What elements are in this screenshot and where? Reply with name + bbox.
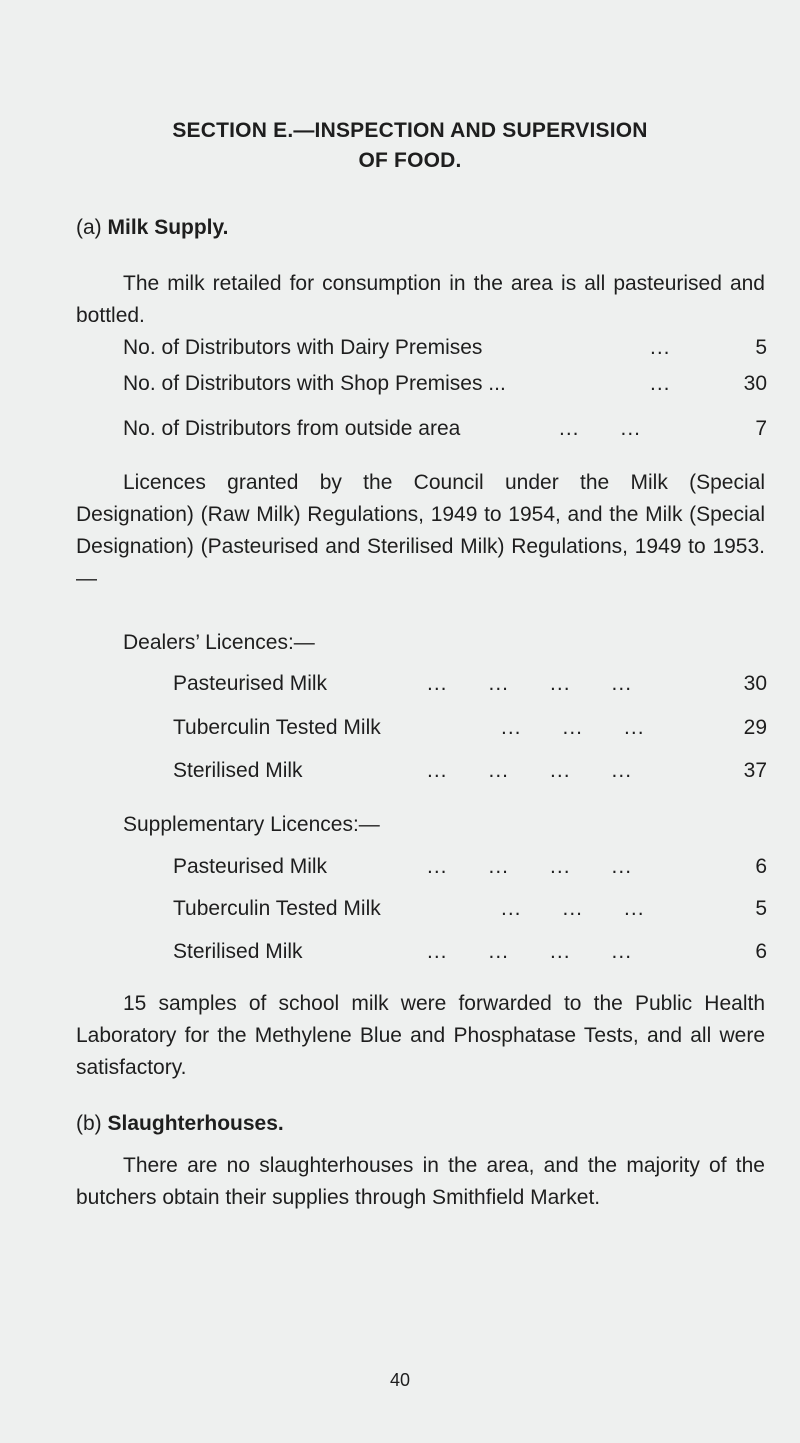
milk-supply-marker: (a) (76, 216, 102, 239)
licence-count: 29 (743, 716, 767, 739)
leader-dots: ... ... ... ... (427, 759, 633, 782)
distributor-label: No. of Distributors with Shop Premises ... (123, 372, 506, 395)
licence-count: 30 (743, 672, 767, 695)
milk-supply-intro: The milk retailed for consumption in the area is all pasteurised and bottled. (76, 272, 765, 327)
dealers-licences-title: Dealers’ Licences:— (123, 631, 315, 654)
leader-dots: ... (650, 372, 671, 395)
licences-paragraph: Licences granted by the Council under the Milk (Special Designation) (Raw Milk) Regulations, 1949 to 1954, and the Milk (Special Designation) (Pasteurised and Sterilised Milk) Regulations, 1949 to 1953.— (76, 471, 765, 590)
licence-label: Pasteurised Milk (173, 855, 328, 878)
leader-dots: ... (650, 336, 671, 359)
slaughterhouses-marker: (b) (76, 1112, 102, 1135)
supplementary-licences-title: Supplementary Licences:— (123, 813, 380, 836)
licence-count: 6 (755, 940, 767, 963)
page-number: 40 (389, 1370, 411, 1390)
distributor-count: 30 (743, 372, 767, 395)
leader-dots: ... ... ... ... (427, 940, 633, 963)
distributor-count: 7 (755, 417, 767, 440)
licence-count: 6 (755, 855, 767, 878)
slaughterhouses-heading (76, 1110, 284, 1138)
distributor-count: 5 (755, 336, 767, 359)
distributor-label: No. of Distributors from outside area (123, 417, 461, 440)
licence-label: Tuberculin Tested Milk (173, 716, 381, 739)
licence-label: Sterilised Milk (173, 759, 303, 782)
licence-count: 5 (755, 897, 767, 920)
licence-label: Pasteurised Milk (173, 672, 328, 695)
licence-label: Sterilised Milk (173, 940, 303, 963)
milk-supply-title: Milk Supply. (107, 216, 229, 239)
leader-dots: ... ... ... (501, 716, 645, 739)
distributor-label: No. of Distributors with Dairy Premises (123, 336, 483, 359)
milk-supply-heading (76, 214, 228, 242)
licence-label: Tuberculin Tested Milk (173, 897, 381, 920)
leader-dots: ... ... (559, 417, 642, 440)
leader-dots: ... ... ... ... (427, 855, 633, 878)
section-heading-line-1: SECTION E.—INSPECTION AND SUPERVISION (172, 119, 648, 142)
slaughterhouses-title: Slaughterhouses. (107, 1112, 284, 1135)
licence-count: 37 (743, 759, 767, 782)
section-heading (60, 116, 760, 176)
school-milk-samples-paragraph: 15 samples of school milk were forwarded to the Public Health Laboratory for the Methylene Blue and Phosphatase Tests, and all were satisfactory. (76, 992, 765, 1079)
leader-dots: ... ... ... (501, 897, 645, 920)
slaughterhouses-paragraph: There are no slaughterhouses in the area, and the majority of the butchers obtain their supplies through Smithfield Market. (76, 1154, 765, 1209)
leader-dots: ... ... ... ... (427, 672, 633, 695)
section-heading-line-2: OF FOOD. (358, 149, 462, 172)
